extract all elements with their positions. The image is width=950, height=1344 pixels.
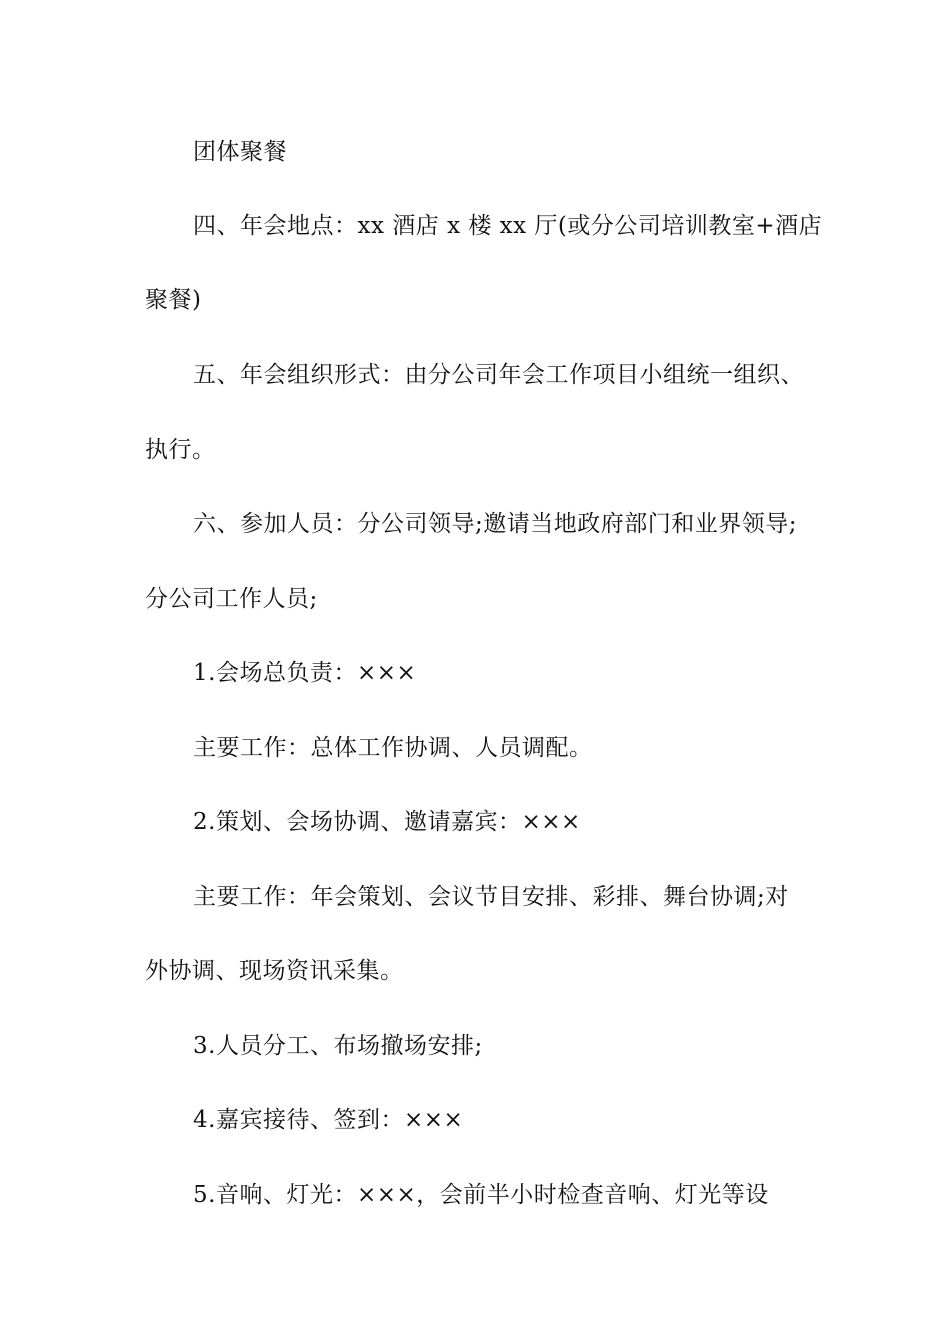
text-line-6: 六、参加人员：分公司领导;邀请当地政府部门和业界领导; bbox=[193, 511, 797, 537]
text-line-15: 5.音响、灯光：×××，会前半小时检查音响、灯光等设 bbox=[193, 1182, 769, 1208]
text-line-10: 2.策划、会场协调、邀请嘉宾：××× bbox=[193, 809, 581, 835]
text-line-9: 主要工作：总体工作协调、人员调配。 bbox=[193, 735, 593, 761]
text-line-12: 外协调、现场资讯采集。 bbox=[145, 958, 404, 984]
text-line-14: 4.嘉宾接待、签到：××× bbox=[193, 1107, 464, 1133]
text-line-1: 团体聚餐 bbox=[193, 139, 287, 165]
text-line-8: 1.会场总负责：××× bbox=[193, 660, 417, 686]
text-line-5: 执行。 bbox=[145, 437, 216, 463]
text-line-4: 五、年会组织形式：由分公司年会工作项目小组统一组织、 bbox=[193, 362, 804, 388]
text-line-3: 聚餐) bbox=[145, 287, 202, 313]
text-line-11: 主要工作：年会策划、会议节目安排、彩排、舞台协调;对 bbox=[193, 884, 789, 910]
text-line-7: 分公司工作人员; bbox=[145, 586, 318, 612]
text-line-2: 四、年会地点：xx 酒店 x 楼 xx 厅(或分公司培训教室+酒店 bbox=[193, 213, 823, 239]
text-line-13: 3.人员分工、布场撤场安排; bbox=[193, 1033, 483, 1059]
